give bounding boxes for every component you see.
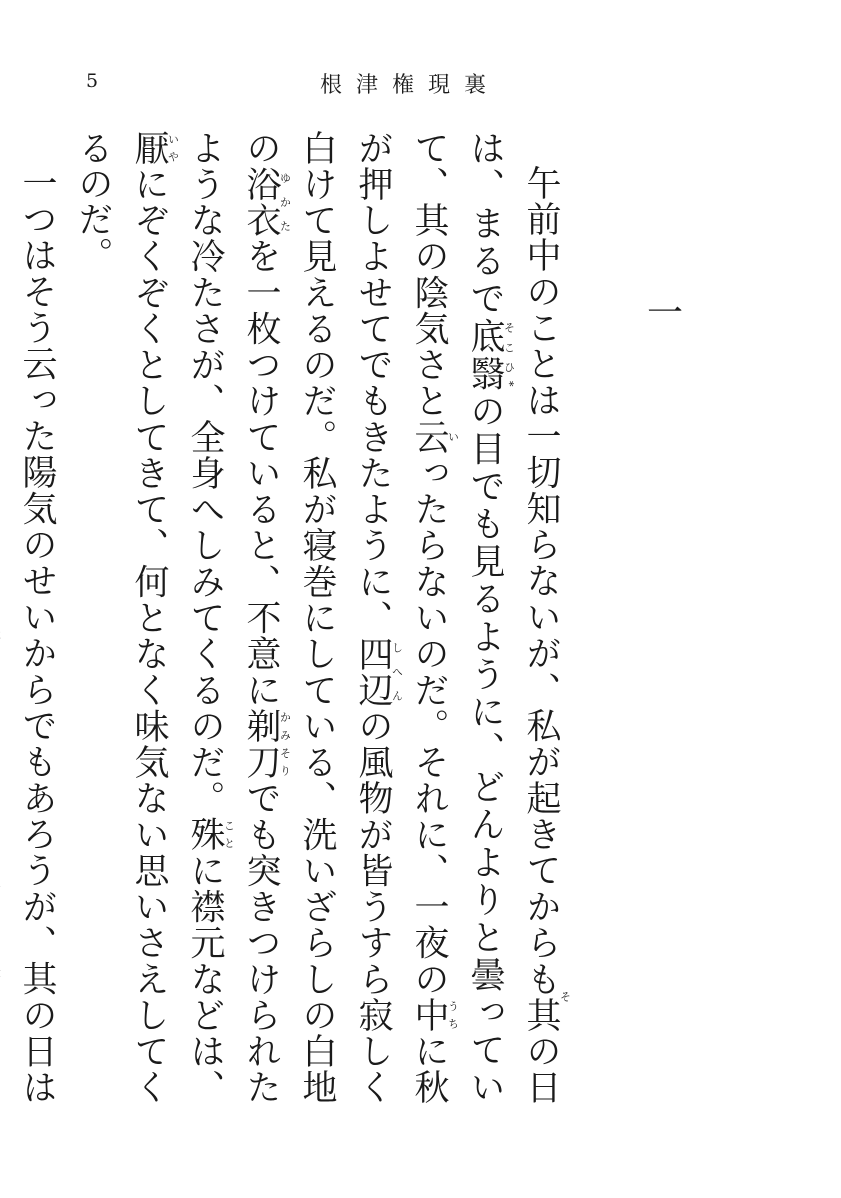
ruby-word: 浴衣ゆかた [241, 166, 292, 239]
text-run: の風物が皆うすら寂しく白けて見えるのだ。私が寝巻にしている、洗いざらしの白地の [241, 130, 393, 1105]
text-run: に秋が押しよせてでもきたように、 [353, 130, 449, 1106]
ruby-word: 云い [409, 419, 460, 456]
furigana: いや [166, 130, 180, 166]
text-run: でも突きつけられたような冷たさが、全身へしみてくるのだ。 [185, 130, 281, 1105]
ruby-word: も其そ [521, 960, 572, 1034]
page-number: 5 [86, 70, 99, 92]
text-run: 午前中のことは一切知らないが、私が起きてから [521, 165, 561, 961]
body-text [0, 130, 571, 1105]
text-run: 一つはそう云った陽気のせいからでもあろうが、其の日は [17, 165, 57, 1105]
furigana: しへん [390, 635, 404, 708]
ruby-word: 剃刀かみそり [241, 708, 292, 781]
ruby-word: 厭いや [129, 130, 180, 167]
paragraph-2 [0, 130, 65, 1105]
text-run: を一枚つけていると、不意に [241, 238, 281, 709]
furigana: い [446, 419, 460, 455]
text-run: の日は、まるで [465, 130, 561, 1106]
ruby-word: 中うち [409, 997, 460, 1034]
running-head-title: 根津権現裏 [320, 73, 501, 98]
text-run: の目でも見るように、どんよりと曇っていて、其の陰気さと [409, 130, 505, 1106]
text-run: にぞくぞくとしてきて、何となく味気ない思いさえしてくるのだ。 [73, 130, 169, 1105]
ruby-word: 底翳そこひ* [465, 317, 516, 394]
paragraph-1 [65, 130, 571, 1105]
ruby-word: 殊こと [185, 816, 236, 853]
furigana: かみそり [278, 708, 292, 780]
text-run: に襟元などは、 [185, 852, 225, 1106]
furigana: ゆかた [278, 166, 292, 238]
furigana: そ [558, 960, 572, 1033]
furigana: こと [222, 816, 236, 853]
ruby-word: 四辺しへん [353, 635, 404, 709]
section-number: 一 [647, 293, 684, 334]
furigana: そこひ* [502, 317, 516, 392]
furigana: うち [446, 997, 460, 1033]
text-run: ったらないのだ。それに、一夜の [409, 455, 449, 998]
